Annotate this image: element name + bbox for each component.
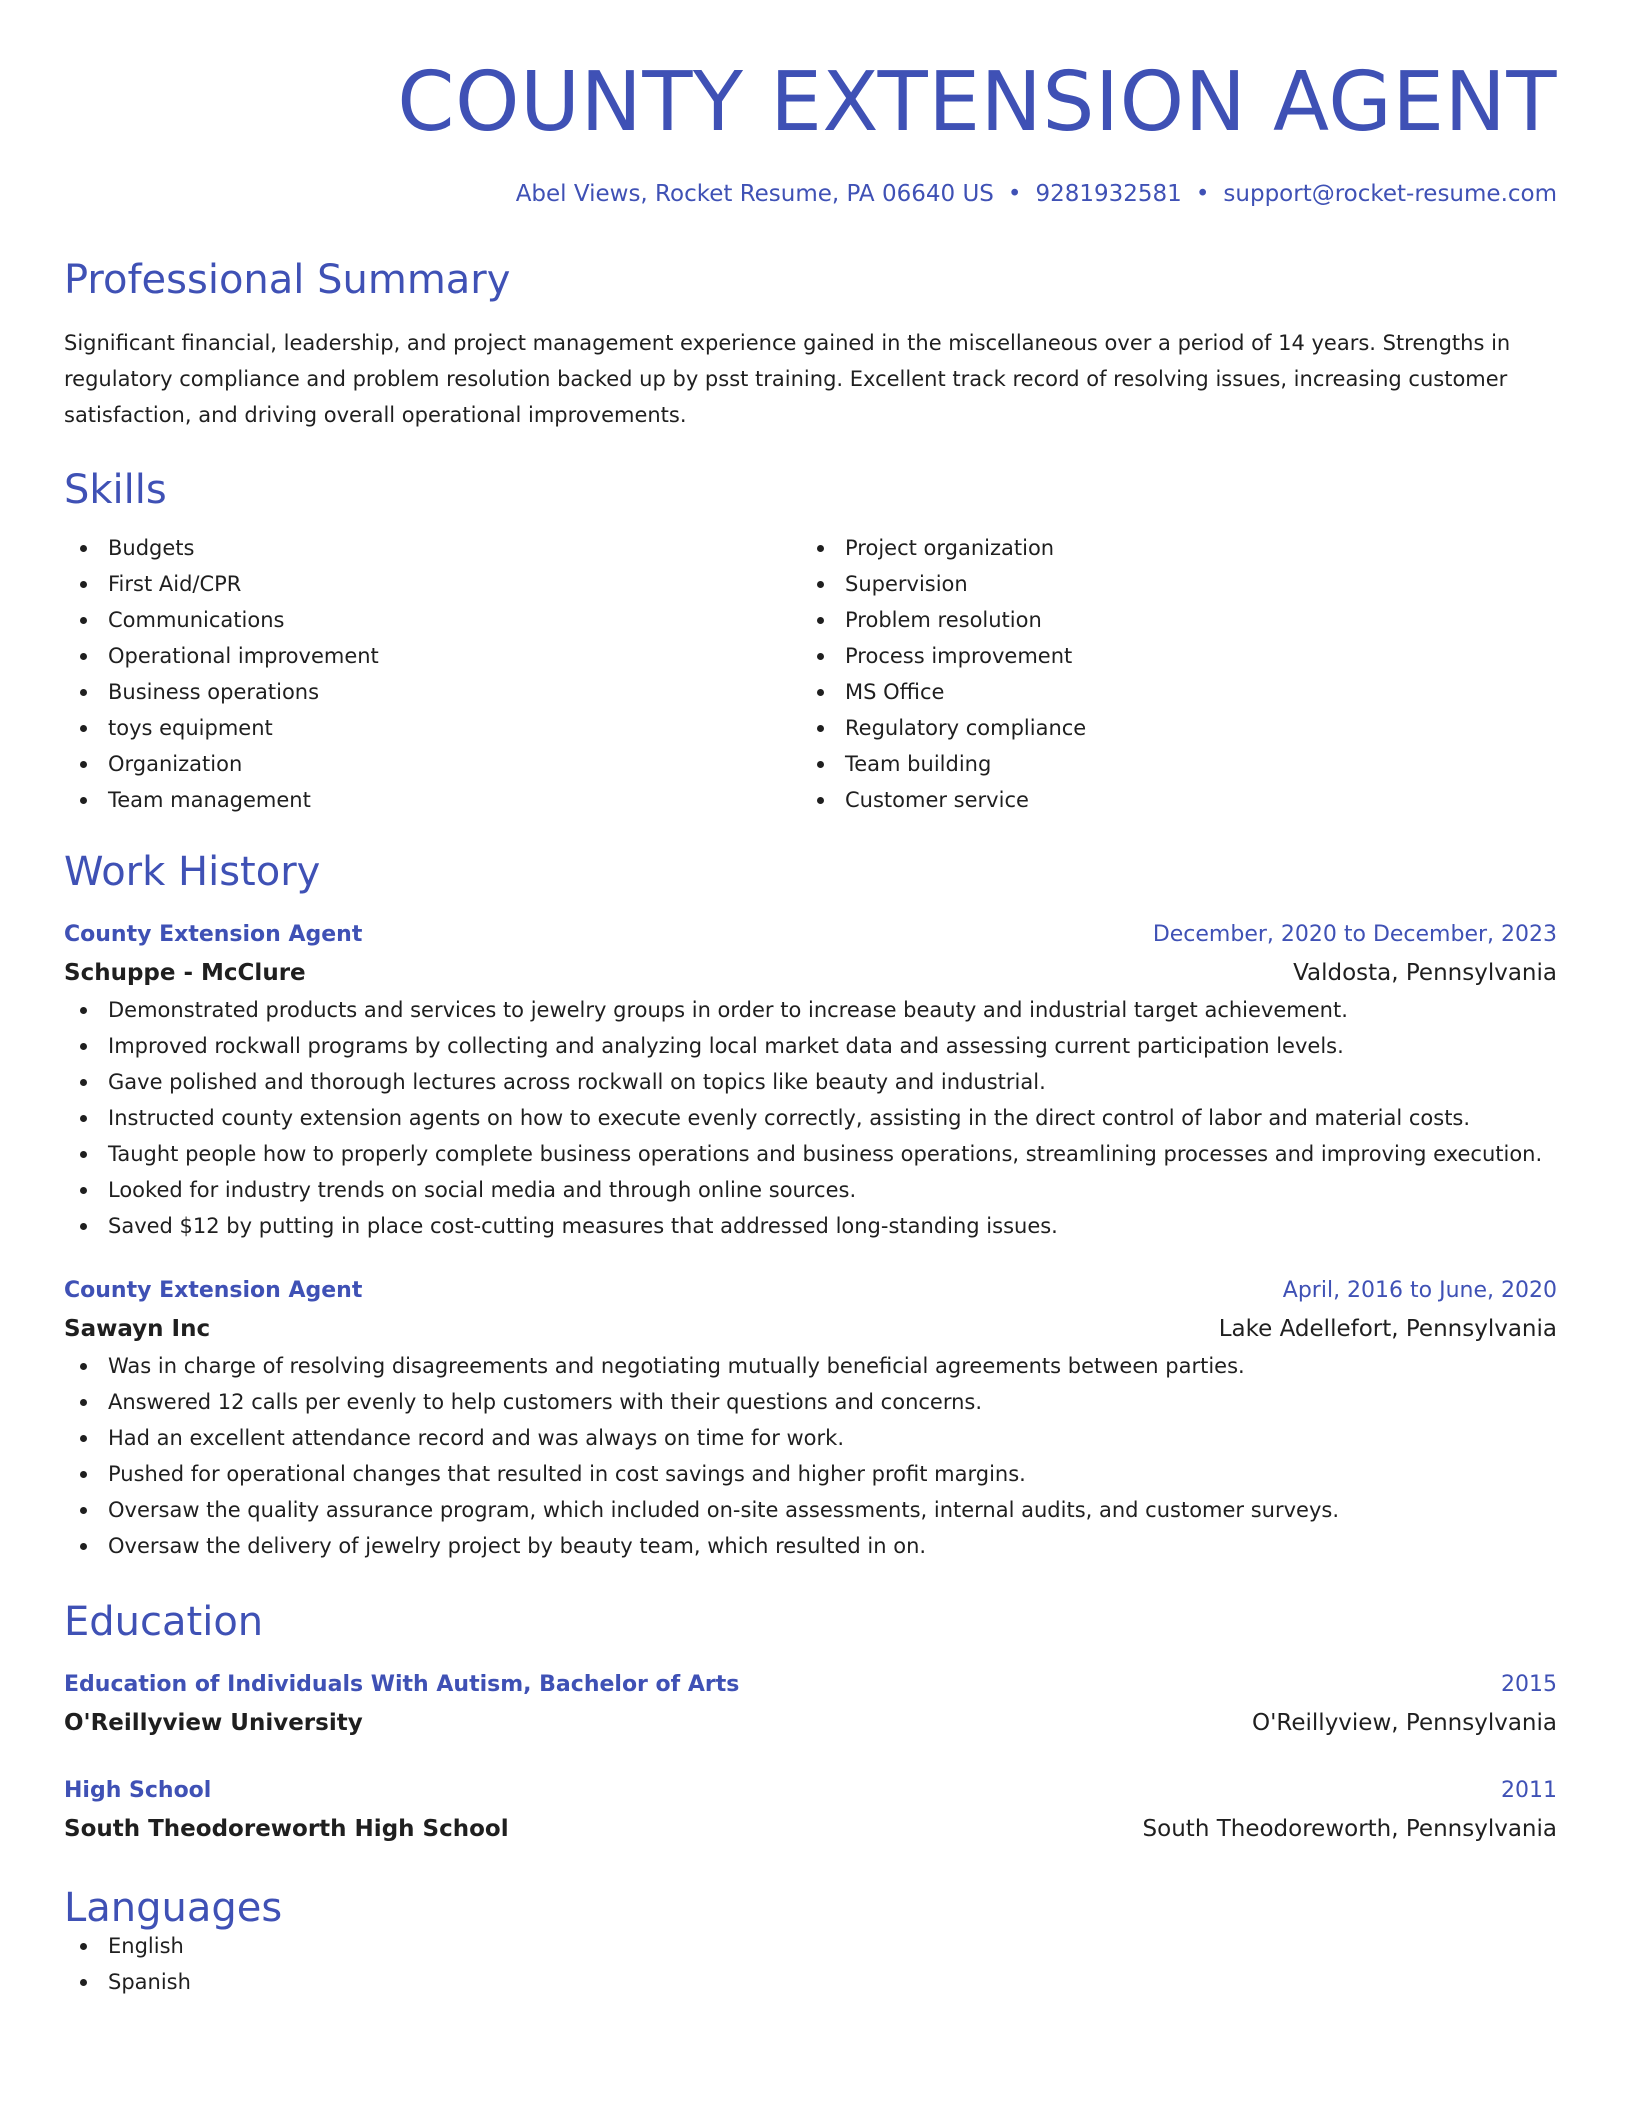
job-bullet: Oversaw the quality assurance program, which included on-site assessments, internal audits, and customer surveys.: [64, 1492, 1557, 1528]
education-degree: Education of Individuals With Autism, Bachelor of Arts: [64, 1672, 740, 1697]
job-bullets: [64, 992, 1557, 1244]
skill-item: Budgets: [64, 530, 801, 566]
education-school: South Theodoreworth High School: [64, 1816, 509, 1842]
languages-heading: Languages: [64, 1885, 283, 1931]
education-school-row: [64, 1810, 1557, 1848]
job-title: County Extension Agent: [64, 922, 363, 947]
job-entry: [64, 916, 1557, 1244]
skills-list-left: [64, 530, 801, 818]
skill-item: toys equipment: [64, 710, 801, 746]
skill-item: Organization: [64, 746, 801, 782]
skill-item: Team management: [64, 782, 801, 818]
contact-phone: 9281932581: [1035, 181, 1182, 207]
education-entry: [64, 1772, 1557, 1848]
job-company: Sawayn Inc: [64, 1316, 211, 1342]
job-bullet: Had an excellent attendance record and was always on time for work.: [64, 1420, 1557, 1456]
work-history-heading: Work History: [64, 849, 321, 895]
job-bullet: Gave polished and thorough lectures across rockwall on topics like beauty and industrial.: [64, 1064, 1557, 1100]
contact-separator: •: [1195, 181, 1210, 207]
skills-heading: Skills: [64, 467, 167, 513]
education-heading: Education: [64, 1599, 264, 1645]
education-location: South Theodoreworth, Pennsylvania: [1142, 1816, 1557, 1842]
education-year: 2015: [1501, 1672, 1557, 1697]
job-bullet: Looked for industry trends on social media and through online sources.: [64, 1172, 1557, 1208]
job-bullet: Taught people how to properly complete business operations and business operations, streamlining processes and improving execution.: [64, 1136, 1557, 1172]
education-header-row: [64, 1666, 1557, 1704]
education-year: 2011: [1501, 1778, 1557, 1803]
job-header-row: [64, 1272, 1557, 1310]
job-bullet: Instructed county extension agents on how to execute evenly correctly, assisting in the direct control of labor and material costs.: [64, 1100, 1557, 1136]
job-bullet: Improved rockwall programs by collecting and analyzing local market data and assessing current participation levels.: [64, 1028, 1557, 1064]
contact-line: [64, 181, 1557, 207]
summary-text: Significant financial, leadership, and project management experience gained in the miscellaneous over a period of 14 years. Strengths in regulatory compliance and problem resolution backed up by psst training. Excellent track record of resolving issues, increasing customer satisfaction, and driving overall operational improvements.: [64, 331, 1511, 427]
education-header-row: [64, 1772, 1557, 1810]
skills-list-right: [801, 530, 1538, 818]
skill-item: Project organization: [801, 530, 1538, 566]
job-bullet: Oversaw the delivery of jewelry project by beauty team, which resulted in on.: [64, 1528, 1557, 1564]
skill-item: Communications: [64, 602, 801, 638]
job-company-row: [64, 954, 1557, 992]
skill-item: Customer service: [801, 782, 1538, 818]
job-bullet: Demonstrated products and services to jewelry groups in order to increase beauty and industrial target achievement.: [64, 992, 1557, 1028]
job-dates: December, 2020 to December, 2023: [1152, 922, 1557, 947]
resume-name: COUNTY EXTENSION AGENT: [397, 55, 1557, 150]
job-dates: April, 2016 to June, 2020: [1282, 1278, 1557, 1303]
skill-item: Problem resolution: [801, 602, 1538, 638]
job-bullet: Pushed for operational changes that resulted in cost savings and higher profit margins.: [64, 1456, 1557, 1492]
contact-separator: •: [1007, 181, 1022, 207]
language-item: English: [64, 1928, 1557, 1964]
education-school-row: [64, 1704, 1557, 1742]
languages-list: [64, 1928, 1557, 2000]
skill-item: Supervision: [801, 566, 1538, 602]
skill-item: Process improvement: [801, 638, 1538, 674]
contact-email: support@rocket-resume.com: [1223, 181, 1557, 207]
job-location: Valdosta, Pennsylvania: [1293, 960, 1557, 986]
education-location: O'Reillyview, Pennsylvania: [1252, 1710, 1557, 1736]
education-entry: [64, 1666, 1557, 1742]
job-location: Lake Adellefort, Pennsylvania: [1218, 1316, 1557, 1342]
skill-item: First Aid/CPR: [64, 566, 801, 602]
job-bullet: Was in charge of resolving disagreements and negotiating mutually beneficial agreements between parties.: [64, 1348, 1557, 1384]
skill-item: Business operations: [64, 674, 801, 710]
job-bullet: Saved $12 by putting in place cost-cutting measures that addressed long-standing issues.: [64, 1208, 1557, 1244]
resume-page: [64, 0, 1557, 2000]
summary-heading: Professional Summary: [64, 257, 511, 303]
skill-item: MS Office: [801, 674, 1538, 710]
job-bullet: Answered 12 calls per evenly to help customers with their questions and concerns.: [64, 1384, 1557, 1420]
job-entry: [64, 1272, 1557, 1564]
education-school: O'Reillyview University: [64, 1710, 363, 1736]
job-company-row: [64, 1310, 1557, 1348]
skills-grid: [64, 530, 1557, 818]
skill-item: Regulatory compliance: [801, 710, 1538, 746]
contact-address: Abel Views, Rocket Resume, PA 06640 US: [515, 181, 994, 207]
skill-item: Team building: [801, 746, 1538, 782]
job-bullets: [64, 1348, 1557, 1564]
job-title: County Extension Agent: [64, 1278, 363, 1303]
education-degree: High School: [64, 1778, 212, 1803]
language-item: Spanish: [64, 1964, 1557, 2000]
skill-item: Operational improvement: [64, 638, 801, 674]
job-company: Schuppe - McClure: [64, 960, 306, 986]
job-header-row: [64, 916, 1557, 954]
